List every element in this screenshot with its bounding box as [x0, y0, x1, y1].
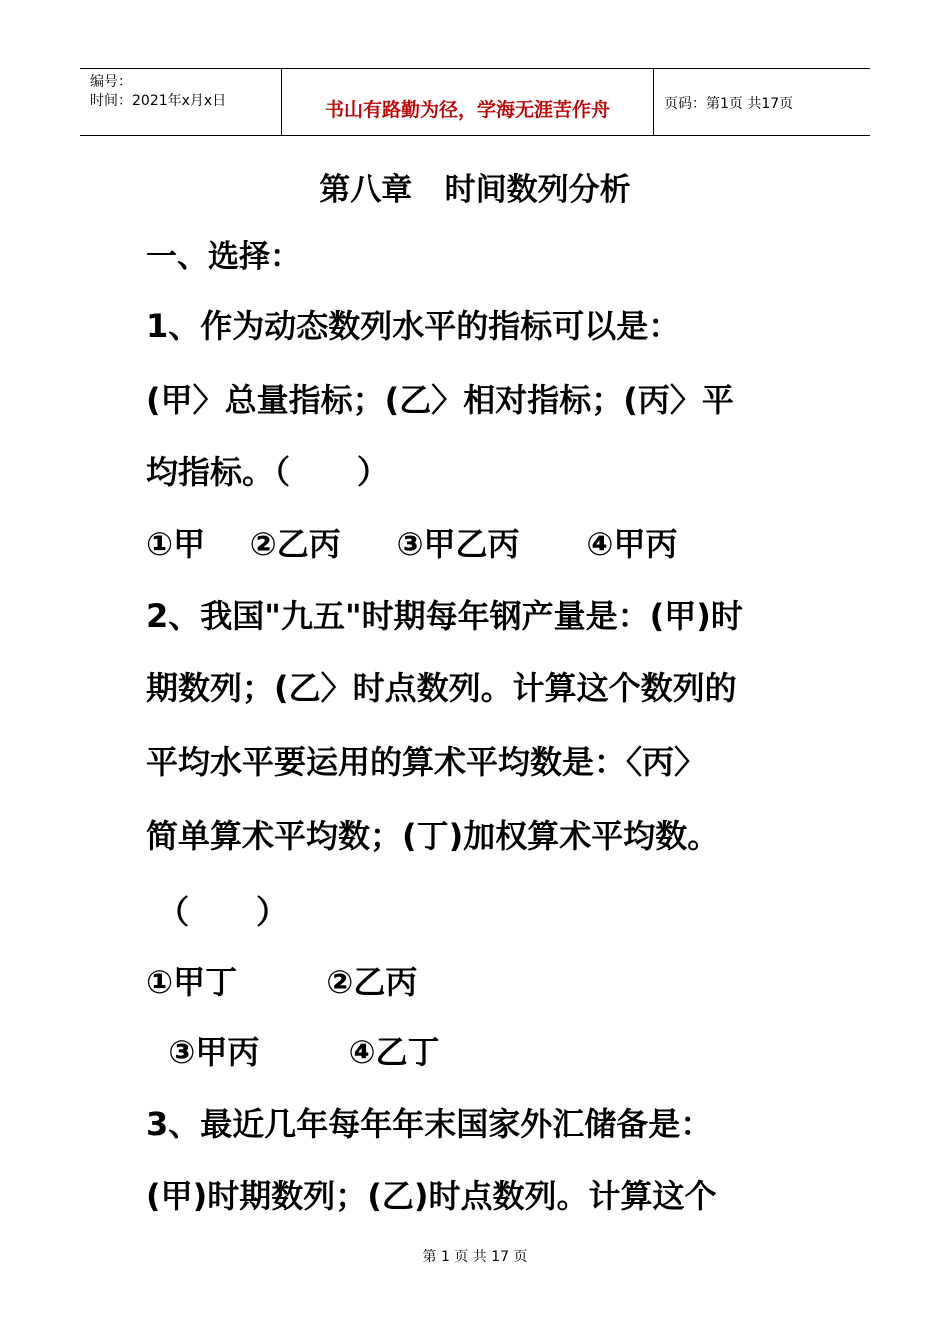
question-line: 简单算术平均数；(丁)加权算术平均数。	[146, 817, 720, 855]
question-line: 1、作为动态数列水平的指标可以是：	[146, 307, 681, 345]
section-heading: 一、选择：	[146, 239, 301, 275]
page-footer: 第 1 页 共 17 页	[422, 1249, 528, 1265]
page-info: 页码：第1页 共17页	[664, 96, 794, 112]
header-motto-cell	[282, 69, 654, 135]
question-line: （ ）	[146, 893, 288, 931]
document-header	[80, 68, 870, 136]
header-page-cell	[654, 69, 870, 135]
question-line: 期数列；(乙〉时点数列。计算这个数列的	[146, 669, 737, 707]
question-line: (甲〉总量指标；(乙〉相对指标；(丙〉平	[146, 381, 734, 419]
question-line: 平均水平要运用的算术平均数是：〈丙〉	[146, 743, 707, 781]
question-line: 2、我国"九五"时期每年钢产量是：(甲)时	[146, 597, 743, 635]
answer-options: ①甲丁 ②乙丙	[146, 963, 418, 1001]
header-info-cell	[80, 69, 282, 135]
answer-options: ①甲 ②乙丙 ③甲乙丙 ④甲丙	[146, 525, 678, 563]
question-line: 3、最近几年每年年末国家外汇储备是：	[146, 1105, 713, 1143]
answer-options: ③甲丙 ④乙丁	[146, 1033, 440, 1071]
motto-text: 书山有路勤为径，学海无涯苦作舟	[324, 99, 610, 121]
question-line: 均指标。（ ）	[146, 453, 389, 491]
question-line: (甲)时期数列；(乙)时点数列。计算这个	[146, 1177, 717, 1215]
number-label: 编号：	[90, 74, 132, 90]
time-label: 时间：2021年x月x日	[90, 93, 227, 109]
chapter-title: 第八章 时间数列分析	[319, 172, 631, 208]
